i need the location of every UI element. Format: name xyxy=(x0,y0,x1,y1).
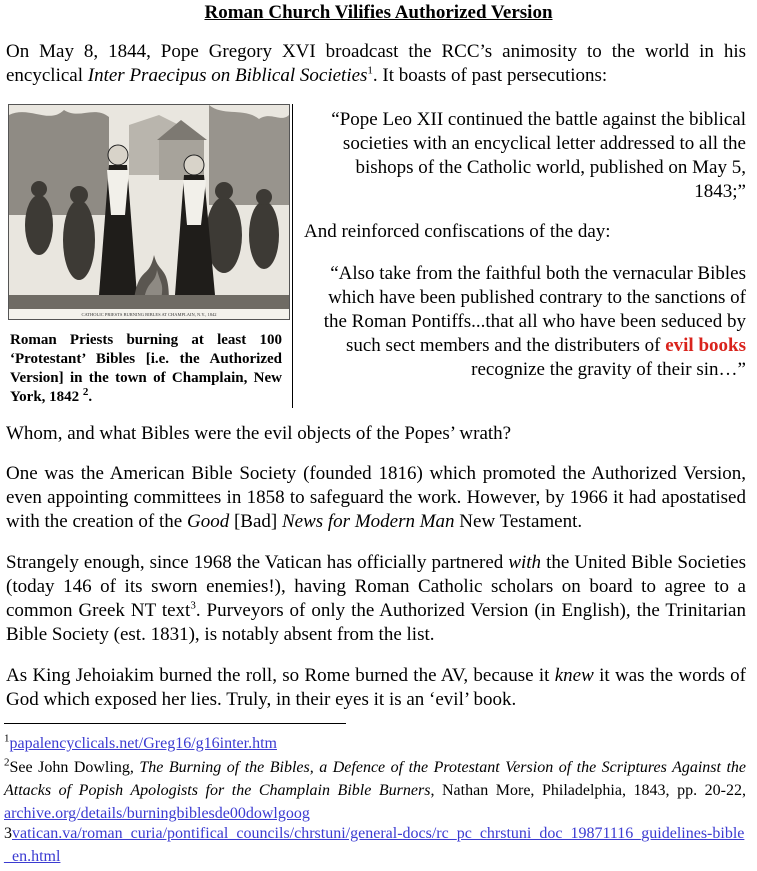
king-paragraph xyxy=(6,664,746,712)
quote2-text-end: recognize the gravity of their sin…” xyxy=(471,359,746,380)
quote2-text-start: “Also take from the faithful both the vernacular Bibles which have been published contrary to the sanctions of the Roman Pontiffs...that all who have been seduced by such sect members and the distributers of xyxy=(323,263,746,356)
reinforced-line: And reinforced confiscations of the day: xyxy=(304,221,611,242)
quote-leo-xii: “Pope Leo XII continued the battle against the biblical societies with an encyclical letter addressed to all the bishops of the Catholic world, published on May 5, 1843;” xyxy=(331,109,746,202)
figure-caption xyxy=(10,331,282,407)
news-italic: News for Modern Man xyxy=(281,511,455,532)
with-italic: with xyxy=(508,552,542,573)
whom-question: Whom, and what Bibles were the evil objects of the Popes’ wrath? xyxy=(6,423,512,444)
footnote-divider xyxy=(4,723,346,724)
vatican-text-end: . Purveyors of only the Authorized Version (in English), the Trinitarian Bible Society (est. 1831), is notably absent from the list. xyxy=(6,600,746,645)
footnote-1 xyxy=(4,732,746,755)
knew-italic: knew xyxy=(554,665,594,686)
vatican-text-start: Strangely enough, since 1968 the Vatican has officially partnered xyxy=(6,552,509,573)
good-italic: Good xyxy=(186,511,230,532)
king-text-end: it was the words of God which exposed her lies. Truly, in their eyes it is an ‘evil’ book. xyxy=(6,665,746,710)
page-title: Roman Church Vilifies Authorized Version xyxy=(204,2,553,23)
footnote-1-number: 1 xyxy=(4,732,10,745)
intro-text-end: . It boasts of past persecutions: xyxy=(372,65,608,86)
footnote-2-number: 2 xyxy=(4,756,10,769)
vatican-text-mid: the United Bible Societies (today 146 of its sworn enemies!), having Roman Catholic scholars on board to agree to a common Greek NT text xyxy=(6,552,747,621)
footnote-1-link[interactable]: papalencyclicals.net/Greg16/g16inter.htm xyxy=(9,735,277,752)
footnote-2-text-end: , Nathan More, Philadelphia, 1843, pp. 20-22, xyxy=(430,782,746,799)
footnote-2-text-start: See John Dowling, xyxy=(9,759,140,776)
figure xyxy=(6,104,293,408)
footnote-ref-1: 1 xyxy=(367,64,373,77)
footnote-3-number: 3 xyxy=(4,825,12,842)
quote-confiscations xyxy=(304,262,746,382)
footnote-3-link[interactable]: vatican.va/roman_curia/pontifical_councils/chrstuni/general-docs/rc_pc_chrstuni_doc_19871116_guidelines-bible_en.html xyxy=(4,825,745,865)
footnote-2 xyxy=(4,756,746,825)
caption-text: Roman Priests burning at least 100 ‘Protestant’ Bibles [i.e. the Authorized Version] in the town of Champlain, New York, 1842 xyxy=(10,332,282,405)
intro-paragraph xyxy=(6,40,746,88)
abs-text-end: New Testament. xyxy=(454,511,583,532)
evil-books-highlight: evil books xyxy=(665,335,746,356)
footnote-2-link[interactable]: archive.org/details/burningbiblesde00dowlgoog xyxy=(4,805,310,822)
engraving-label: CATHOLIC PRIESTS BURNING BIBLES AT CHAMPLAIN, N.Y., 1842 xyxy=(81,312,217,317)
abs-text-start: One was the American Bible Society (founded 1816) which promoted the Authorized Version, even appointing committees in 1858 to safeguard the work. However, by 1966 it had apostatised with the creation of the xyxy=(6,463,746,532)
encyclical-title: Inter Praecipus on Biblical Societies xyxy=(87,65,368,86)
footnote-ref-3: 3 xyxy=(190,599,196,612)
abs-paragraph xyxy=(6,462,746,534)
bible-burning-engraving xyxy=(8,104,290,320)
footnote-2-book-title: The Burning of the Bibles, a Defence of the Protestant Version of the Scriptures Against the Attacks of Popish Apologists for the Champlain Bible Burners xyxy=(4,759,747,799)
king-text-start: As King Jehoiakim burned the roll, so Rome burned the AV, because it xyxy=(6,665,555,686)
engraving-illustration xyxy=(9,105,289,319)
footnote-3 xyxy=(4,822,746,868)
vatican-paragraph xyxy=(6,551,746,647)
footnote-ref-2: 2 xyxy=(82,386,89,398)
intro-text-start: On May 8, 1844, Pope Gregory XVI broadcast the RCC’s animosity to the world in his encyclical xyxy=(6,41,746,86)
caption-end: . xyxy=(88,389,93,405)
bad-bracket: [Bad] xyxy=(229,511,282,532)
